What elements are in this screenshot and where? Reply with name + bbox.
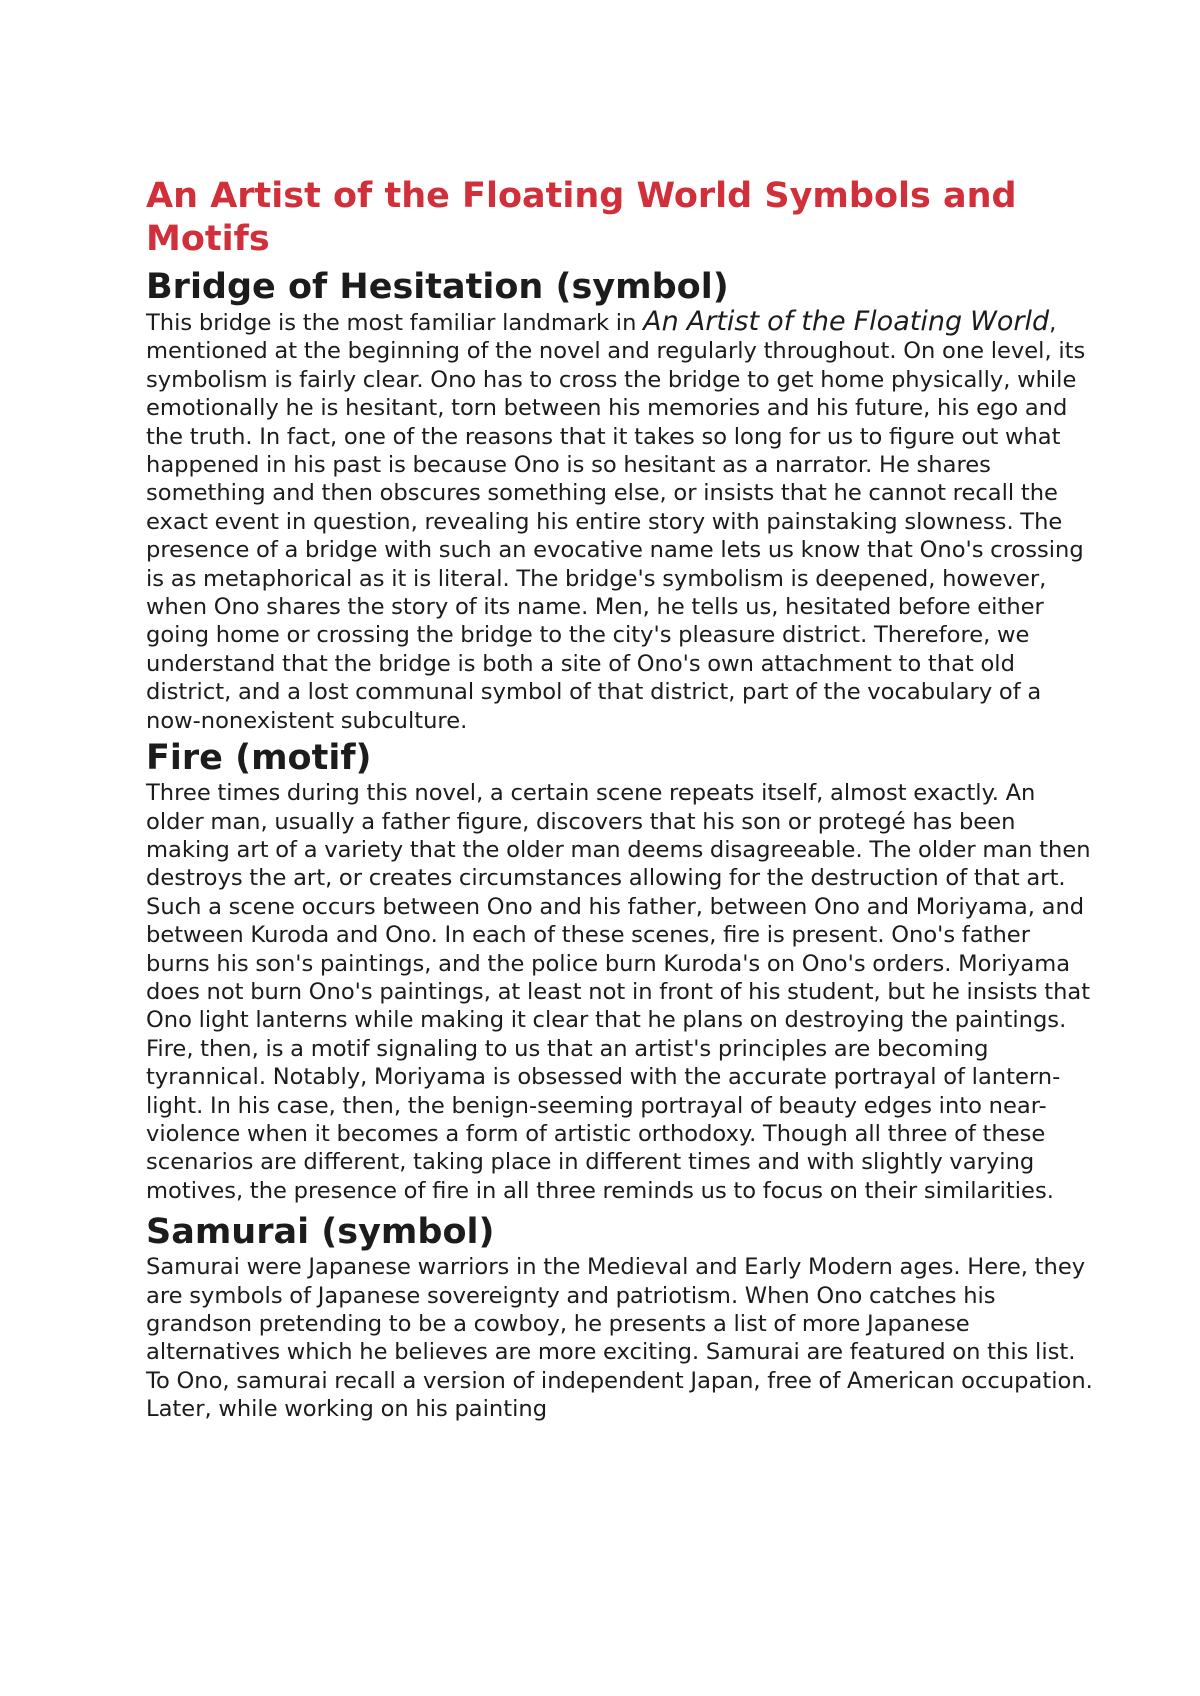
- section-heading: Fire (motif): [146, 738, 372, 779]
- document-page: [146, 175, 1096, 1424]
- document-title: An Artist of the Floating World Symbols and Motifs: [146, 176, 1017, 259]
- section-paragraph: [146, 308, 1096, 735]
- section-heading: Bridge of Hesitation (symbol): [146, 267, 729, 307]
- section-paragraph: Samurai were Japanese warriors in the Medieval and Early Modern ages. Here, they are symbols of Japanese sovereignty and patriotism. When Ono catches his grandson pretending to be a cowboy, he presents a list of more Japanese alternatives which he believes are more exciting. Samurai are featured on this list. To Ono, samurai recall a version of independent Japan, free of American occupation. Later, while working on his painting: [146, 1254, 1093, 1423]
- section-samurai: [146, 1211, 1096, 1423]
- novel-title-italic: An Artist of the Floating World: [643, 306, 1050, 337]
- section-heading: Samurai (symbol): [146, 1212, 495, 1253]
- paragraph-intro-text: This bridge is the most familiar landmark in: [146, 310, 644, 336]
- paragraph-text: , mentioned at the beginning of the novel and regularly throughout. On one level, its symbolism is fairly clear. Ono has to cross the bridge to get home physically, while emotionally he is hesitant, torn between his memories and his future, his ego and the truth. In fact, one of the reasons that it takes so long for us to figure out what happened in his past is because Ono is so hesitant as a narrator. He shares something and then obscures something else, or insists that he cannot recall the exact event in question, revealing his entire story with painstaking slowness. The presence of a bridge with such an evocative name lets us know that Ono's crossing is as metaphorical as it is literal. The bridge's symbolism is deepened, however, when Ono shares the story of its name. Men, he tells us, hesitated before either going home or crossing the bridge to the city's pleasure district. Therefore, we understand that the bridge is both a site of Ono's own attachment to that old district, and a lost communal symbol of that district, part of the vocabulary of a now-nonexistent subculture.: [146, 310, 1086, 734]
- section-bridge-of-hesitation: [146, 266, 1096, 735]
- section-fire: [146, 737, 1096, 1205]
- section-paragraph: Three times during this novel, a certain scene repeats itself, almost exactly. An older man, usually a father figure, discovers that his son or protegé has been making art of a variety that the older man deems disagreeable. The older man then destroys the art, or creates circumstances allowing for the destruction of that art. Such a scene occurs between Ono and his father, between Ono and Moriyama, and between Kuroda and Ono. In each of these scenes, fire is present. Ono's father burns his son's paintings, and the police burn Kuroda's on Ono's orders. Moriyama does not burn Ono's paintings, at least not in front of his student, but he insists that Ono light lanterns while making it clear that he plans on destroying the paintings. Fire, then, is a motif signaling to us that an artist's principles are becoming tyrannical. Notably, Moriyama is obsessed with the accurate portrayal of lantern-light. In his case, then, the benign-seeming portrayal of beauty edges into near-violence when it becomes a form of artistic orthodoxy. Though all three of these scenarios are different, taking place in different times and with slightly varying motives, the presence of fire in all three reminds us to focus on their similarities.: [146, 780, 1091, 1204]
